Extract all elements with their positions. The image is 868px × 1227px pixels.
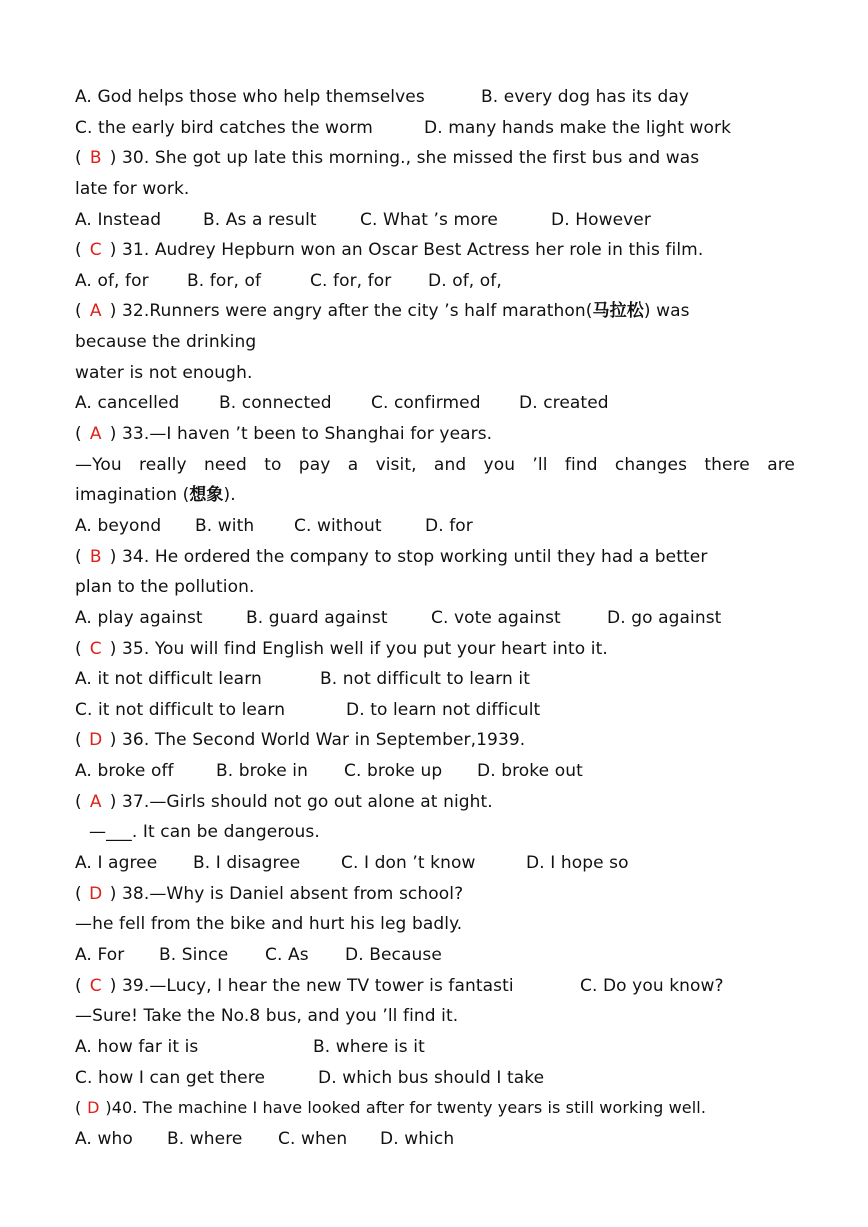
option-line [75,756,795,787]
dialogue-reply: —___. It can be dangerous. [89,822,320,843]
option-c: C. for, for [310,270,392,291]
question-stem: 30. She got up late this morning., she missed the first bus and was [121,148,700,169]
option-d: D. Because [345,944,442,965]
option-a: A. beyond [75,515,162,536]
question-35: ( C ) 35. You will find English well if you put your heart into it. [75,634,795,665]
option-c: C. I don ’t know [341,853,476,874]
option-c: C. when [278,1128,348,1149]
question-40: ( D )40. The machine I have looked after for twenty years is still working well. [75,1093,795,1124]
option-line [75,695,795,726]
option-a: A. of, for [75,270,149,291]
dialogue-reply-continued: imagination (想象). [75,485,236,506]
option-d: D. which [380,1128,455,1149]
question-32: ( A ) 32.Runners were angry after the city ’s half marathon(马拉松) was [75,296,795,327]
answer-mark: A [89,301,102,322]
option-b: B. where is it [313,1036,425,1057]
question-stem-continued: plan to the pollution. [75,577,255,598]
question-stem: ) was [643,301,690,322]
option-b: B. with [195,515,255,536]
chinese-gloss: 想象 [189,485,224,506]
option-line [75,664,795,695]
chinese-gloss: 马拉松 [592,301,644,322]
option-a: A. I agree [75,853,158,874]
option-b: B. every dog has its day [481,87,690,107]
option-line [75,205,795,236]
answer-mark: C [89,975,102,996]
option-b: B. where [167,1128,243,1149]
question-34: ( B ) 34. He ordered the company to stop working until they had a better [75,542,795,573]
answer-mark: A [89,791,102,812]
question-stem-continued: water is not enough. [75,362,253,383]
option-line [75,603,795,634]
option-d: D. broke out [477,761,583,782]
option-line [75,388,795,419]
question-stem: 40. The machine I have looked after for twenty years is still working well. [111,1098,707,1118]
option-b: B. for, of [187,270,262,291]
option-c: C. As [265,944,309,965]
option-a: A. For [75,944,125,965]
answer-mark: B [89,546,102,567]
option-b: B. guard against [246,607,388,628]
option-d: D. many hands make the light work [424,117,732,138]
question-stem: 34. He ordered the company to stop working until they had a better [121,546,708,567]
option-d: D. for [425,515,473,536]
question-stem: 33.—I haven ’t been to Shanghai for years. [121,424,493,445]
question-31: ( C ) 31. Audrey Hepburn won an Oscar Best Actress her role in this film. [75,235,795,266]
question-stem-continued: because the drinking [75,332,257,353]
answer-mark: C [89,240,102,261]
option-a: A. God helps those who help themselves [75,87,425,107]
option-a: A. it not difficult learn [75,669,262,690]
option-line [75,1063,795,1094]
option-c: C. confirmed [371,393,481,414]
question-stem: 35. You will find English well if you put your heart into it. [121,638,608,659]
question-36: ( D ) 36. The Second World War in September,1939. [75,725,795,756]
option-c: C. it not difficult to learn [75,699,286,720]
question-37: ( A ) 37.—Girls should not go out alone at night. [75,787,795,818]
dialogue-reply: —Sure! Take the No.8 bus, and you ’ll find it. [75,1006,459,1027]
question-30: ( B ) 30. She got up late this morning., she missed the first bus and was [75,143,795,174]
answer-mark: A [89,424,102,445]
option-d: D. created [519,393,609,414]
question-stem: 32.Runners were angry after the city ’s half marathon( [121,301,593,322]
option-c: C. how I can get there [75,1067,266,1088]
question-list [75,82,795,1154]
option-line [75,511,795,542]
question-33: ( A ) 33.—I haven ’t been to Shanghai for years. [75,419,795,450]
option-c: C. the early bird catches the worm [75,117,373,138]
answer-mark: D [89,883,103,904]
option-b: B. As a result [203,209,317,230]
option-b: B. not difficult to learn it [320,669,530,690]
option-line [75,82,795,113]
option-line [75,848,795,879]
option-b: B. I disagree [193,853,301,874]
option-line [75,940,795,971]
question-39: ( C ) 39.—Lucy, I hear the new TV tower is fantasti C. Do you know? [75,971,795,1002]
option-a: A. how far it is [75,1036,199,1057]
option-line [75,113,795,144]
answer-mark: D [87,1098,100,1118]
question-stem: 36. The Second World War in September,1939. [121,730,526,751]
option-a: A. who [75,1128,133,1149]
option-a: A. Instead [75,209,162,230]
option-d: D. However [551,209,651,230]
option-d: D. to learn not difficult [346,699,541,720]
dialogue-reply: —You really need to pay a visit, and you ’ll find changes there are [75,454,795,475]
question-stem: 31. Audrey Hepburn won an Oscar Best Actress her role in this film. [121,240,704,261]
option-c: C. vote against [431,607,561,628]
answer-mark: C [89,638,102,659]
option-c: C. without [294,515,382,536]
option-d: D. go against [607,607,722,628]
option-c: C. What ’s more [360,209,498,230]
option-d: D. of, of, [428,270,502,291]
answer-mark: B [89,148,102,169]
option-b: B. connected [219,393,332,414]
question-stem: 37.—Girls should not go out alone at night. [121,791,493,812]
question-stem-tail: C. Do you know? [579,975,724,996]
answer-mark: D [89,730,103,751]
option-line [75,1032,795,1063]
option-line [75,266,795,297]
option-a: A. cancelled [75,393,180,414]
option-b: B. Since [159,944,229,965]
question-stem: 38.—Why is Daniel absent from school? [121,883,464,904]
question-38: ( D ) 38.—Why is Daniel absent from school? [75,879,795,910]
question-stem: 39.—Lucy, I hear the new TV tower is fantasti [121,975,514,996]
option-d: D. which bus should I take [318,1067,545,1088]
dialogue-reply: —he fell from the bike and hurt his leg badly. [75,914,463,935]
option-d: D. I hope so [526,853,629,874]
question-stem-continued: late for work. [75,178,190,199]
option-a: A. play against [75,607,203,628]
option-a: A. broke off [75,761,174,782]
option-c: C. broke up [344,761,443,782]
option-line [75,1124,795,1155]
option-b: B. broke in [216,761,308,782]
